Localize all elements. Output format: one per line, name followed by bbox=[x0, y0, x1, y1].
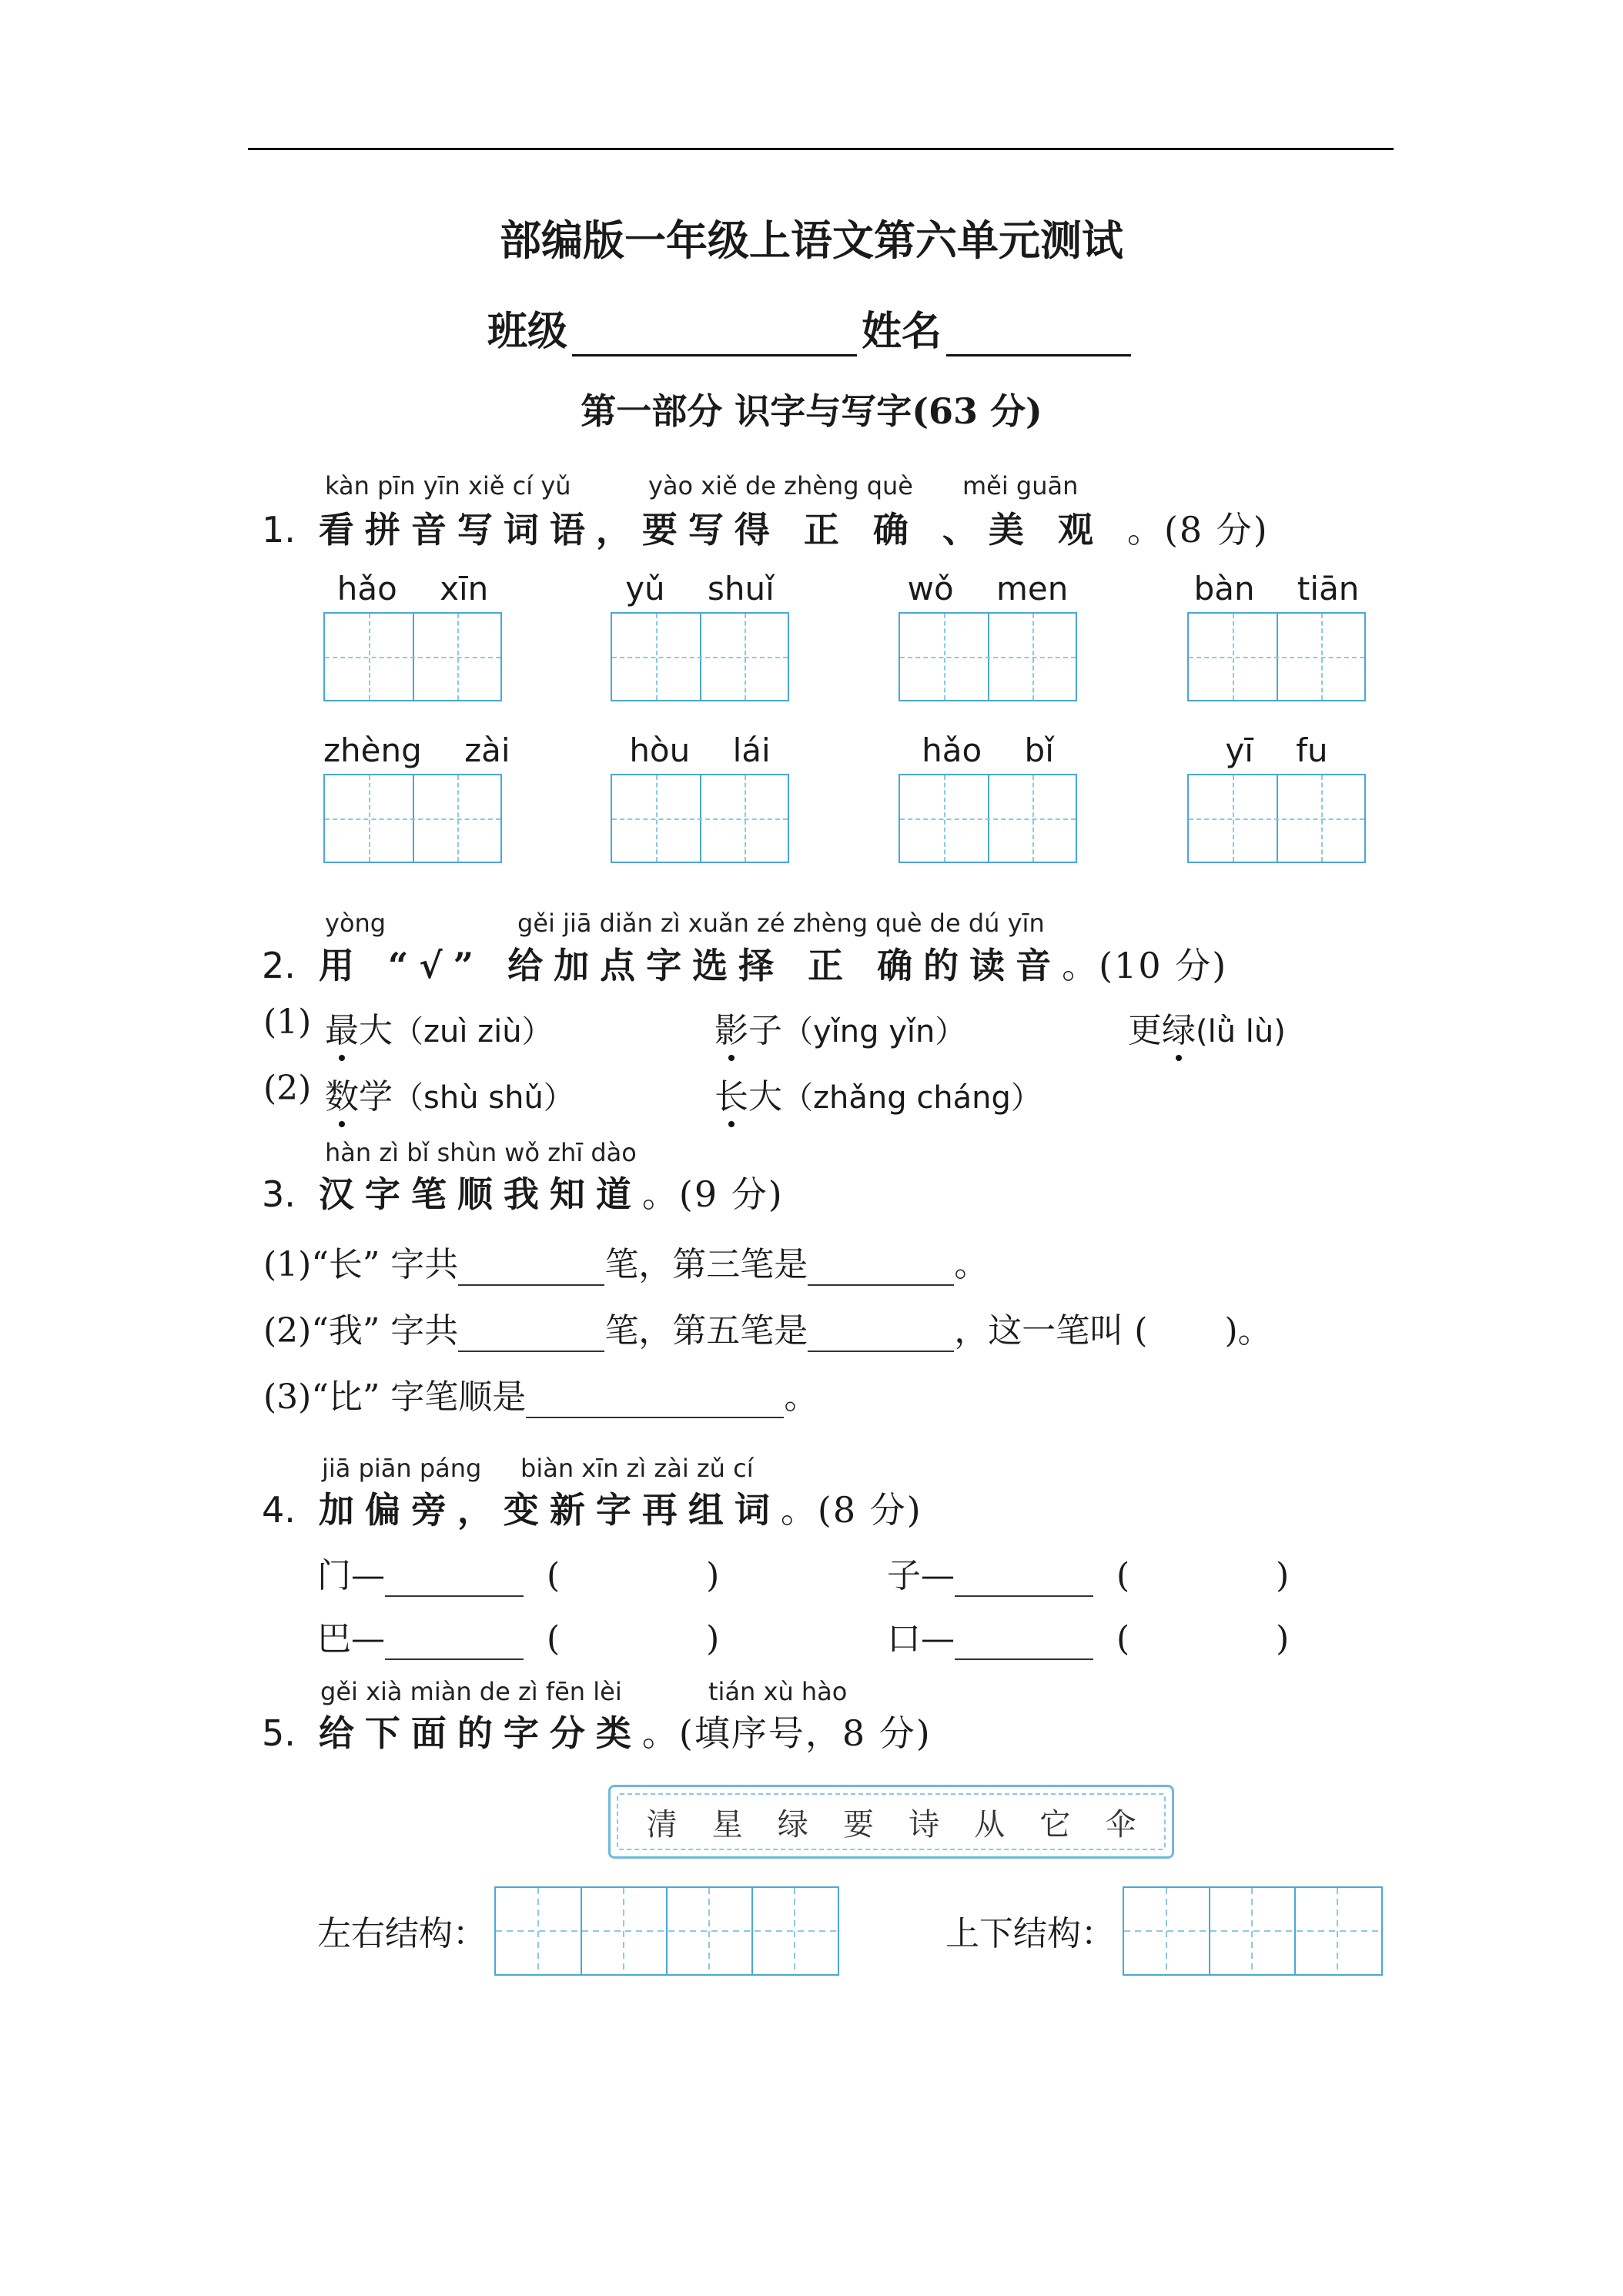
q2-row-2-number: (2) bbox=[263, 1069, 312, 1108]
q4-question bbox=[262, 1482, 922, 1533]
q4-item-3 bbox=[317, 1611, 719, 1660]
q2-item-1-dotted-char: 最 bbox=[325, 1011, 359, 1050]
q5-left-right-grid[interactable] bbox=[494, 1886, 839, 1976]
q2-number: 2. bbox=[262, 945, 296, 986]
page-title: 部编版一年级上语文第六单元测试 bbox=[500, 216, 1123, 265]
q2-item-5-options[interactable]: （zhǎng cháng） bbox=[782, 1080, 1042, 1116]
q2-item-4-dotted-char: 数 bbox=[325, 1077, 359, 1116]
q3-line-2-c: ，这一笔叫 ( bbox=[954, 1311, 1148, 1350]
q4-item-4 bbox=[887, 1611, 1289, 1660]
name-field[interactable] bbox=[946, 317, 1131, 356]
q1-text: 看拼音写词语，要写得 正 确 、美 观 bbox=[318, 509, 1127, 551]
top-rule bbox=[248, 148, 1394, 150]
q5-char-3: 绿 bbox=[777, 1806, 808, 1842]
q5-pinyin-2: tián xù hào bbox=[708, 1677, 848, 1706]
q4-item-4-open: ( bbox=[1116, 1619, 1130, 1658]
q2-item-4 bbox=[325, 1069, 574, 1118]
q4-item-2-open: ( bbox=[1116, 1556, 1130, 1595]
q4-item-2-blank[interactable] bbox=[955, 1565, 1093, 1597]
q2-item-2 bbox=[714, 1002, 965, 1052]
q1-word-2-grid[interactable] bbox=[611, 612, 789, 701]
q5-char-7: 它 bbox=[1039, 1806, 1071, 1842]
q3-text: 汉字笔顺我知道 bbox=[318, 1173, 642, 1215]
q4-item-3-blank[interactable] bbox=[385, 1628, 524, 1660]
q4-score: 。(8 分) bbox=[780, 1489, 922, 1531]
q1-pinyin-1: kàn pīn yīn xiě cí yǔ bbox=[325, 471, 571, 500]
q2-pinyin-2: gěi jiā diǎn zì xuǎn zé zhèng què de dú yīn bbox=[517, 909, 1045, 938]
q2-item-4-options[interactable]: （shù shǔ） bbox=[393, 1080, 574, 1116]
q4-item-1 bbox=[317, 1548, 719, 1597]
q4-pinyin-1: jiā piān páng bbox=[322, 1454, 482, 1483]
q2-pinyin-1: yòng bbox=[325, 909, 387, 938]
q4-item-4-blank[interactable] bbox=[955, 1628, 1093, 1660]
class-label: 班级 bbox=[487, 308, 567, 355]
q5-char-6: 从 bbox=[974, 1806, 1006, 1842]
q5-score: 。(填序号，8 分) bbox=[641, 1712, 932, 1754]
q1-word-3-grid[interactable] bbox=[899, 612, 1077, 701]
q5-char-5: 诗 bbox=[909, 1806, 940, 1842]
q1-word-3-pinyin: wǒ men bbox=[907, 570, 1069, 607]
q1-word-4-pinyin: bàn tiān bbox=[1193, 570, 1360, 607]
q4-number: 4. bbox=[262, 1489, 296, 1531]
q1-word-1-pinyin: hǎo xīn bbox=[336, 570, 489, 607]
q1-word-8-pinyin: yī fu bbox=[1225, 731, 1328, 769]
q3-line-1-c: 。 bbox=[954, 1245, 989, 1284]
q4-item-4-label: 口— bbox=[887, 1619, 955, 1658]
q1-word-2-pinyin: yǔ shuǐ bbox=[625, 570, 775, 607]
q1-word-6-pinyin: hòu lái bbox=[629, 731, 771, 769]
q5-left-right-grid-lines bbox=[496, 1888, 838, 1974]
q4-pinyin-2: biàn xīn zì zài zǔ cí bbox=[520, 1454, 754, 1483]
q1-word-7-pinyin: hǎo bǐ bbox=[922, 731, 1054, 769]
q1-question bbox=[262, 502, 1269, 553]
q5-text: 给下面的字分类 bbox=[318, 1712, 642, 1754]
q1-word-5-grid[interactable] bbox=[323, 774, 502, 863]
q2-score: 。(10 分) bbox=[1062, 945, 1228, 986]
q2-item-5-dotted-char: 长 bbox=[714, 1077, 748, 1116]
q2-item-1-char: 大 bbox=[359, 1011, 393, 1050]
q4-item-3-label: 巴— bbox=[317, 1619, 385, 1658]
q1-word-6-grid[interactable] bbox=[611, 774, 789, 863]
q2-item-4-char: 学 bbox=[359, 1077, 393, 1116]
q2-item-1-options[interactable]: （zuì ziù） bbox=[393, 1014, 553, 1049]
q5-top-bottom-label: 上下结构： bbox=[945, 1914, 1115, 1953]
q4-item-1-label: 门— bbox=[317, 1556, 385, 1595]
q2-item-3 bbox=[1128, 1002, 1286, 1052]
q2-item-5-char: 大 bbox=[748, 1077, 782, 1116]
q1-word-4-grid[interactable] bbox=[1187, 612, 1366, 701]
q4-item-4-close: ) bbox=[1276, 1619, 1290, 1658]
q1-word-5-pinyin: zhèng zài bbox=[323, 731, 510, 769]
q3-line-3 bbox=[263, 1369, 818, 1418]
q4-item-3-close: ) bbox=[706, 1619, 720, 1658]
q3-line-2-d: )。 bbox=[1224, 1311, 1272, 1350]
q2-item-5 bbox=[714, 1069, 1042, 1118]
q2-item-3-char: 更 bbox=[1128, 1011, 1162, 1050]
q5-char-8: 伞 bbox=[1105, 1806, 1136, 1842]
q3-line-2-a: (2)“我” 字共 bbox=[263, 1311, 459, 1350]
q3-line-2-blank-2[interactable] bbox=[808, 1320, 954, 1352]
q1-word-1-grid[interactable] bbox=[323, 612, 502, 701]
q3-line-2-b: 笔，第五笔是 bbox=[604, 1311, 808, 1350]
q5-char-1: 清 bbox=[646, 1806, 678, 1842]
q1-word-7-grid[interactable] bbox=[899, 774, 1077, 863]
part1-title: 第一部分 识字与写字(63 分) bbox=[581, 390, 1042, 432]
q2-text: 用 “√” 给加点字选择 正 确的读音 bbox=[318, 945, 1062, 986]
q2-question bbox=[262, 938, 1227, 989]
q3-line-2 bbox=[263, 1303, 1272, 1352]
q2-item-3-dotted-char: 绿 bbox=[1162, 1011, 1196, 1050]
q3-question bbox=[262, 1166, 784, 1217]
q2-row-1-number: (1) bbox=[263, 1002, 312, 1042]
q1-number: 1. bbox=[262, 509, 296, 551]
name-label: 姓名 bbox=[862, 308, 942, 355]
q3-line-1-blank-2[interactable] bbox=[808, 1253, 954, 1286]
q3-line-1-blank-1[interactable] bbox=[458, 1253, 604, 1286]
q3-number: 3. bbox=[262, 1173, 296, 1215]
q3-line-3-blank[interactable] bbox=[526, 1386, 784, 1418]
q5-char-4: 要 bbox=[842, 1806, 874, 1842]
q1-pinyin-2: yào xiě de zhèng què bbox=[648, 471, 913, 500]
student-info-line bbox=[0, 299, 1623, 356]
q5-top-bottom-grid[interactable] bbox=[1123, 1886, 1383, 1976]
q3-line-2-blank-1[interactable] bbox=[458, 1320, 604, 1352]
q4-item-1-blank[interactable] bbox=[385, 1565, 524, 1597]
q2-item-2-dotted-char: 影 bbox=[714, 1011, 748, 1050]
q2-item-1 bbox=[325, 1002, 553, 1052]
q5-character-box bbox=[608, 1785, 1174, 1859]
q3-line-1-b: 笔，第三笔是 bbox=[604, 1245, 808, 1284]
q4-item-1-close: ) bbox=[706, 1556, 720, 1595]
q4-item-2 bbox=[887, 1548, 1289, 1597]
q2-item-2-char: 子 bbox=[748, 1011, 782, 1050]
q3-line-1-a: (1)“长” 字共 bbox=[263, 1245, 459, 1284]
q5-pinyin-1: gěi xià miàn de zì fēn lèi bbox=[320, 1677, 622, 1706]
q5-left-right-label: 左右结构： bbox=[317, 1914, 487, 1953]
q1-word-8-grid[interactable] bbox=[1187, 774, 1366, 863]
q2-item-3-options[interactable]: (lǜ lù) bbox=[1196, 1014, 1286, 1049]
q4-text: 加偏旁，变新字再组词 bbox=[318, 1489, 781, 1531]
q3-pinyin: hàn zì bǐ shùn wǒ zhī dào bbox=[325, 1138, 637, 1167]
q3-line-1 bbox=[263, 1237, 988, 1286]
q2-item-2-options[interactable]: （yǐng yǐn） bbox=[782, 1014, 966, 1049]
q4-item-3-open: ( bbox=[547, 1619, 561, 1658]
q1-score: 。(8 分) bbox=[1126, 509, 1269, 551]
q4-item-1-open: ( bbox=[547, 1556, 561, 1595]
q3-score: 。(9 分) bbox=[641, 1173, 784, 1215]
q5-top-bottom-grid-lines bbox=[1124, 1888, 1381, 1974]
q5-char-2: 星 bbox=[711, 1806, 743, 1842]
q4-item-2-label: 子— bbox=[887, 1556, 955, 1595]
class-field[interactable] bbox=[572, 317, 857, 356]
q3-line-3-b: 。 bbox=[784, 1377, 818, 1417]
q4-item-2-close: ) bbox=[1276, 1556, 1290, 1595]
q5-question bbox=[262, 1705, 932, 1756]
q3-line-3-a: (3)“比” 字笔顺是 bbox=[263, 1377, 527, 1417]
q1-pinyin-3: měi guān bbox=[962, 471, 1079, 500]
q5-number: 5. bbox=[262, 1712, 296, 1754]
